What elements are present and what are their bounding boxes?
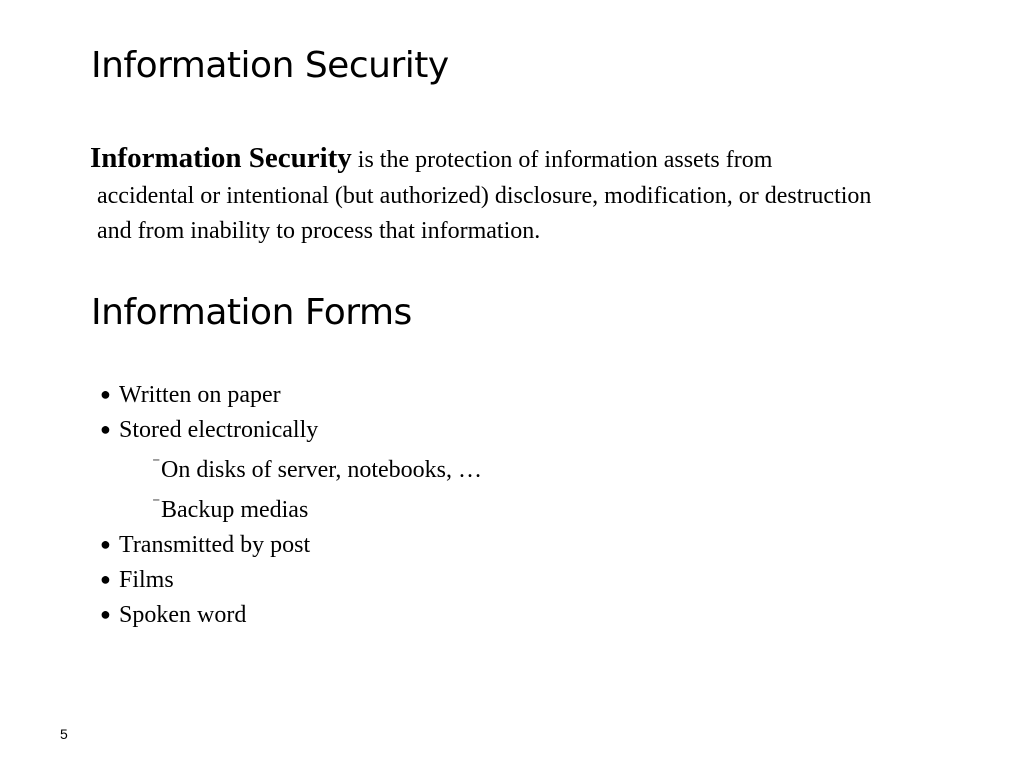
list-item-text: Written on paper xyxy=(119,382,281,408)
bullet-dash-icon: ⁻ xyxy=(152,455,161,472)
list-item-text: Backup medias xyxy=(161,497,309,523)
list-item xyxy=(100,377,482,412)
sub-list-item xyxy=(100,447,482,487)
bullet-dash-icon: ⁻ xyxy=(152,495,161,512)
definition-line-3: and from inability to process that information. xyxy=(97,218,541,244)
list-item xyxy=(100,527,482,562)
bullet-dot-icon: ● xyxy=(100,534,111,554)
definition-term: Information Security xyxy=(90,142,352,174)
bullet-dot-icon: ● xyxy=(100,419,111,439)
list-item xyxy=(100,412,482,447)
list-item-text: Stored electronically xyxy=(119,417,319,443)
bullet-dot-icon: ● xyxy=(100,604,111,624)
list-item-text: On disks of server, notebooks, … xyxy=(161,457,482,483)
sub-list-item xyxy=(100,487,482,527)
slide-title: Information Security xyxy=(91,45,449,86)
list-item xyxy=(100,597,482,632)
definition-paragraph xyxy=(90,139,1020,249)
bullet-dot-icon: ● xyxy=(100,384,111,404)
forms-title: Information Forms xyxy=(91,292,412,333)
definition-line-2: accidental or intentional (but authorized) disclosure, modification, or destruction xyxy=(97,183,872,209)
list-item-text: Transmitted by post xyxy=(119,532,311,558)
list-item xyxy=(100,562,482,597)
list-item-text: Films xyxy=(119,567,174,593)
definition-line-1: is the protection of information assets from xyxy=(351,147,773,173)
page-number: 5 xyxy=(60,726,68,742)
list-item-text: Spoken word xyxy=(119,602,247,628)
bullet-dot-icon: ● xyxy=(100,569,111,589)
forms-list xyxy=(100,377,482,632)
